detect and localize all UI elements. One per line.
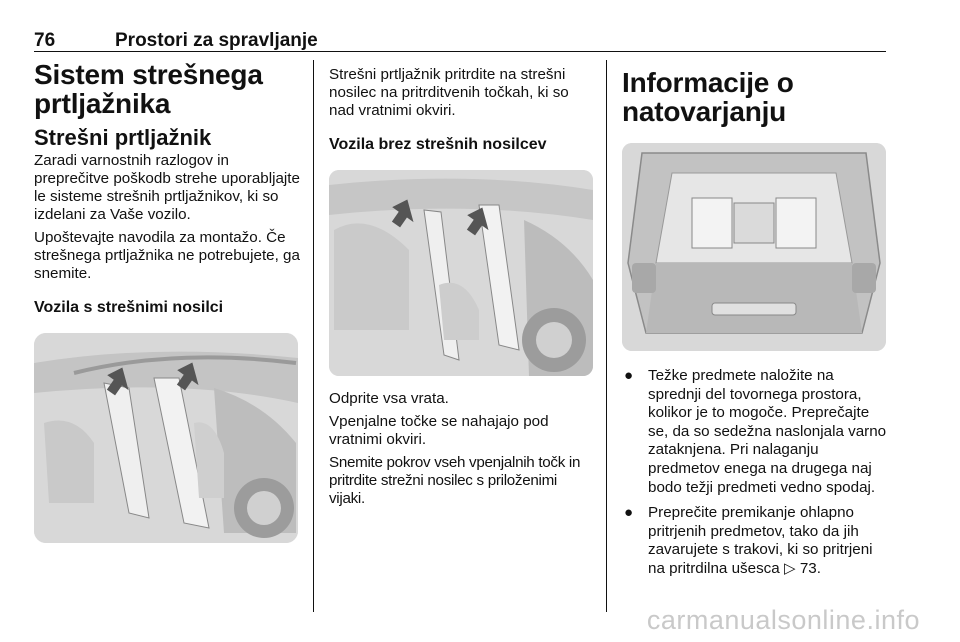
paragraph-clamping-points: Vpenjalne točke se nahajajo pod vratnimi okviri. <box>329 413 549 448</box>
page-header <box>34 30 886 52</box>
bullet-text: Preprečite premikanje ohlapno pritrjenih predmetov, tako da jih zavarujete s trakovi, ki so pritrjeni na pritrdilna ušesca <box>648 504 873 577</box>
list-item <box>622 504 888 578</box>
paragraph-attach-rack: Strešni prtljažnik pritrdite na strešni nosilec na pritrditvenih točkah, ki so nad vratnimi okviri. <box>329 66 569 119</box>
chapter-title: Prostori za spravljanje <box>115 30 318 51</box>
heading-with-roof-rails: Vozila s strešnimi nosilci <box>34 299 224 316</box>
paragraph-installation: Upoštevajte navodila za montažo. Če strešnega prtljažnika ne potrebujete, ga snemite. <box>34 229 300 282</box>
figure-car-with-roof-rails <box>34 333 298 543</box>
page-reference[interactable]: 73. <box>799 559 821 577</box>
paragraph-open-doors: Odprite vsa vrata. <box>329 390 449 407</box>
column-divider-2 <box>606 60 607 612</box>
bullet-dot-icon: ● <box>624 367 634 384</box>
column-divider-1 <box>313 60 314 612</box>
car-interior-illustration <box>34 333 298 543</box>
paragraph-safety: Zaradi varnostnih razlogov in preprečitve poškodb strehe uporabljajte le sisteme strešnih prtljažnikov, ki so izdelani za Vaše vozilo. <box>34 152 300 223</box>
paragraph-remove-covers: Snemite pokrov vseh vpenjalnih točk in pritrdite strežni nosilec s priloženimi vijaki. <box>329 454 581 507</box>
bullet-text: Težke predmete naložite na sprednji del tovornega prostora, kolikor je to mogoče. Preprečajte se, da so sedežna naslonjala varno zataknjena. Pri nalaganju predmetov enega na drugega naj bodo težji predmeti vedno spodaj. <box>648 367 887 496</box>
figure-car-without-roof-rails <box>329 170 593 376</box>
section-title-loading-info: Informacije o natovarjanju <box>622 67 794 127</box>
watermark: carmanualsonline.info <box>646 605 920 635</box>
triangle-reference-icon: ▷ <box>783 559 796 577</box>
section-title-roof-rack-system: Sistem strešnega prtljažnika <box>34 59 263 119</box>
header-divider <box>34 51 886 52</box>
figure-loaded-cargo-area <box>622 143 886 351</box>
column-1 <box>34 60 300 543</box>
bullet-dot-icon: ● <box>624 504 634 522</box>
heading-without-roof-rails: Vozila brez strešnih nosilcev <box>329 136 547 153</box>
list-item <box>622 367 888 497</box>
column-3 <box>622 60 888 579</box>
column-2 <box>329 60 593 508</box>
car-open-doors-illustration <box>329 170 593 376</box>
loading-tips-list <box>622 367 888 579</box>
cargo-area-illustration <box>622 143 886 351</box>
page-number: 76 <box>34 30 56 51</box>
subsection-title-roof-rack: Strešni prtljažnik <box>34 125 212 150</box>
